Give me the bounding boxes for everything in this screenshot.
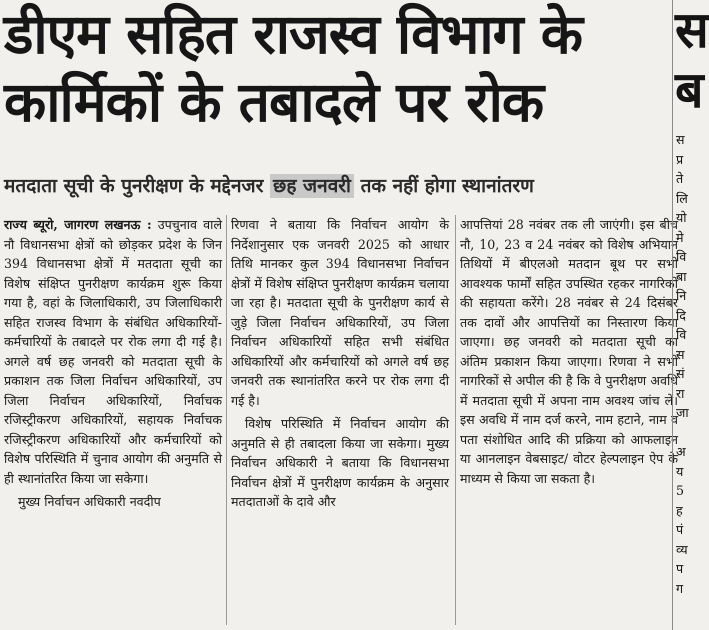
subhead-highlight: छह जनवरी bbox=[270, 174, 354, 198]
headline bbox=[4, 0, 644, 136]
subhead-text-before: मतदाता सूची के पुनरीक्षण के मद्देनजर bbox=[4, 175, 271, 197]
column-divider bbox=[226, 215, 227, 625]
adjacent-text-fragment: स प्र ते लि यो मे वि बा नि दि वि स सं रा जा अ य 5 ह पं व्य प ग bbox=[676, 132, 689, 596]
paragraph: मुख्य निर्वाचन अधिकारी नवदीप bbox=[18, 494, 161, 509]
article-column-3 bbox=[460, 215, 678, 630]
paragraph: उपचुनाव वाले नौ विधानसभा क्षेत्रों को छोड़कर प्रदेश के जिन 394 विधानसभा क्षेत्रों में मतदाता सूची का विशेष संक्षिप्त पुनरीक्षण कार्यक्रम शुरू किया गया है, वहां के जिलाधिकारी, उप जिलाधिकारी सहित राजस्व विभाग के संबंधित अधिकारियों-कर्मचारियों के तबादले पर रोक लगा दी गई है। अगले वर्ष छह जनवरी को मतदाता सूची के प्रकाशन तक जिला निर्वाचन अधिकारियों, उप जिला निर्वाचन अधिकारियों, निर्वाचक रजिस्ट्रीकरण अधिकारियों, सहायक निर्वाचक रजिस्ट्रीकरण अधिकारियों और कर्मचारियों को विशेष परिस्थिति में चुनाव आयोग की अनुमति से ही स्थानांतरित किया जा सकेगा। bbox=[4, 217, 222, 486]
paragraph: विशेष परिस्थिति में निर्वाचन आयोग की अनुमति से ही तबादला किया जा सकेगा। मुख्य निर्वाचन अधिकारी ने बताया कि विधानसभा निर्वाचन क्षेत्रों में पुनरीक्षण कार्यक्रम के अनुसार मतदाताओं के दावे और bbox=[231, 416, 449, 509]
subhead-text-after: तक नहीं होगा स्थानांतरण bbox=[353, 175, 534, 197]
article-column-1 bbox=[4, 215, 222, 630]
byline: राज्य ब्यूरो, जागरण लखनऊ : bbox=[4, 217, 152, 232]
adjacent-headline-fragment: स ब bbox=[675, 1, 709, 119]
column-divider bbox=[455, 215, 456, 625]
article-column-2 bbox=[231, 215, 449, 630]
adjacent-article-fragment bbox=[672, 0, 709, 630]
paragraph: आपत्तियां 28 नवंबर तक ली जाएंगी। इस बीच नौ, 10, 23 व 24 नवंबर को विशेष अभियान तिथियों में बीएलओ मतदान बूथ पर सभी आवश्यक फार्मों सहित उपस्थित रहकर नागरिकों की सहायता करेंगे। 28 नवंबर से 24 दिसंबर तक दावों और आपत्तियों का निस्तारण किया जाएगा। छह जनवरी को मतदाता सूची का अंतिम प्रकाशन किया जाएगा। रिणवा ने सभी नागरिकों से अपील की है कि वे पुनरीक्षण अवधि में मतदाता सूची में अपना नाम अवश्य जांच लें। इस अवधि में नाम दर्ज करने, नाम हटाने, नाम व पता संशोधित आदि की प्रक्रिया को आफलाइन या आनलाइन वेबसाइट/ वोटर हेल्पलाइन ऐप के माध्यम से किया जा सकता है। bbox=[460, 217, 678, 486]
headline-line-2: कार्मिकों के तबादले पर रोक bbox=[4, 70, 544, 134]
subheadline bbox=[4, 168, 669, 204]
paragraph: रिणवा ने बताया कि निर्वाचन आयोग के निर्देशानुसार एक जनवरी 2025 को आधार तिथि मानकर कुल 394 विधानसभा निर्वाचन क्षेत्रों में विशेष संक्षिप्त पुनरीक्षण कार्यक्रम चलाया जा रहा है। मतदाता सूची के पुनरीक्षण कार्य से जुड़े जिला निर्वाचन अधिकारियों, उप जिला निर्वाचन अधिकारियों सहित सभी संबंधित अधिकारियों और कर्मचारियों को अगले वर्ष छह जनवरी तक स्थानांतरित करने पर रोक लगा दी गई है। bbox=[231, 217, 449, 408]
headline-line-1: डीएम सहित राजस्व विभाग के bbox=[4, 2, 583, 66]
